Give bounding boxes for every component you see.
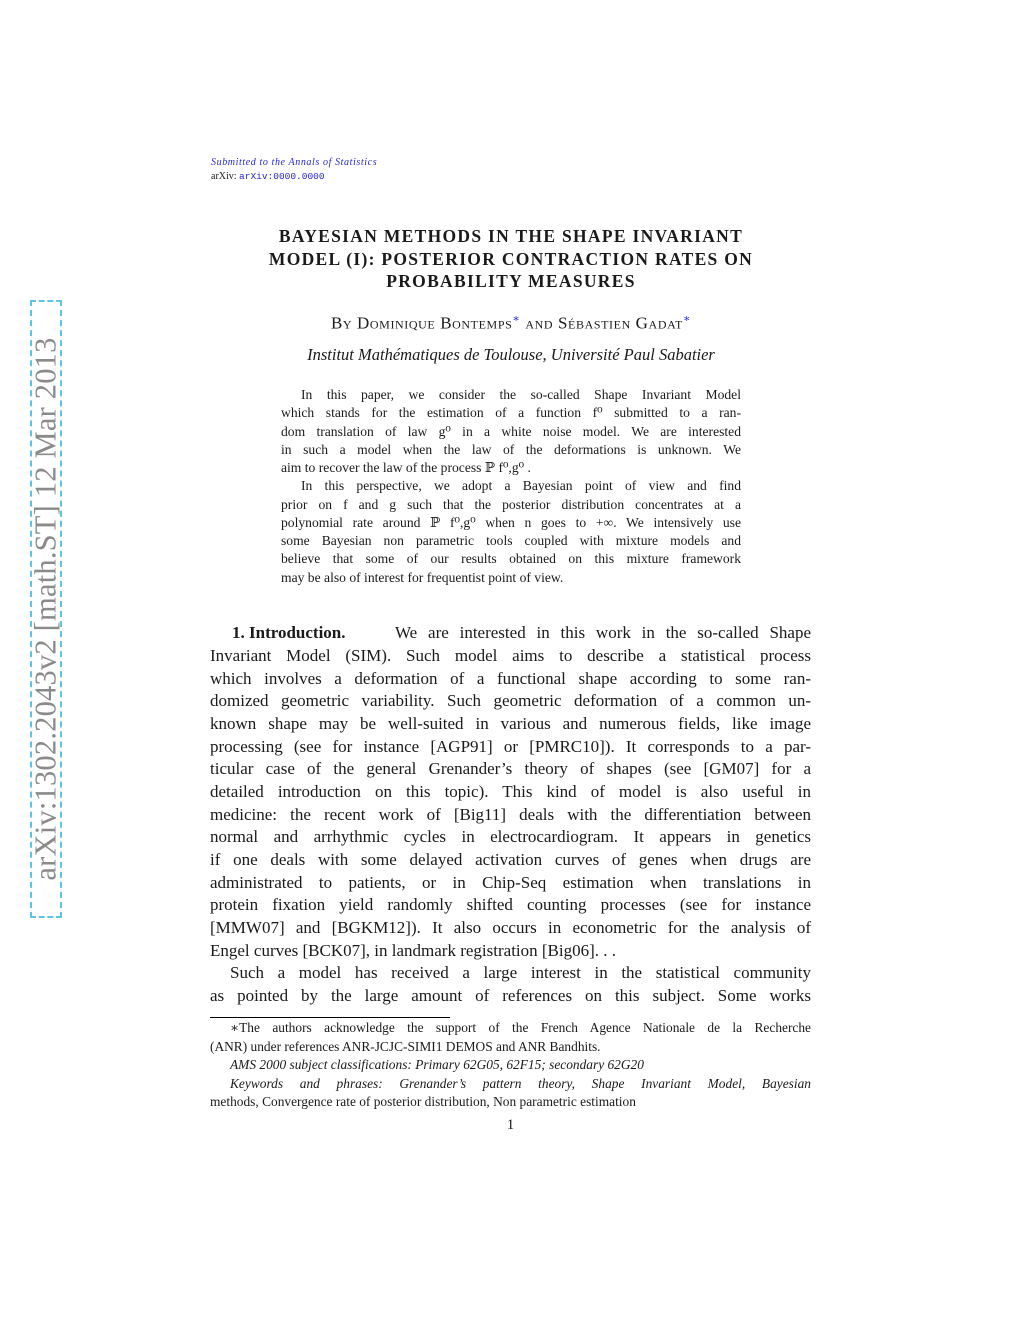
footnote-mark-1[interactable]: ∗ [512, 313, 521, 325]
arxiv-stamp-text: arXiv:1302.2043v2 [math.ST] 12 Mar 2013 [28, 337, 63, 881]
and-word: and [525, 313, 554, 333]
journal-line[interactable]: Submitted to the Annals of Statistics [211, 157, 378, 168]
body-line: if one deals with some delayed activation curves of genes when drugs are [210, 850, 811, 869]
body-line: We are interested in this work in the so-called Shape [395, 623, 811, 642]
body-line: medicine: the recent work of [Big11] deals with the differentiation between [210, 805, 811, 824]
abstract-line: prior on f and g such that the posterior distribution concentrates at a [281, 497, 741, 512]
by-word: By [330, 313, 353, 333]
footnote-line: ∗The authors acknowledge the support of the French Agence Nationale de la Recherche [230, 1020, 811, 1035]
arxiv-id-line [211, 171, 325, 182]
title-line: BAYESIAN METHODS IN THE SHAPE INVARIANT [278, 226, 744, 246]
body-line: which involves a deformation of a functional shape according to some ran- [210, 669, 811, 688]
abstract-line: aim to recover the law of the process ℙ f⁰,g⁰ . [281, 460, 531, 475]
body-line: Such a model has received a large interest in the statistical community [230, 963, 811, 982]
footnote-rule [210, 1017, 450, 1018]
authors-line [210, 312, 812, 334]
title-line: PROBABILITY MEASURES [386, 271, 636, 291]
body-line: normal and arrhythmic cycles in electrocardiogram. It appears in genetics [210, 827, 811, 846]
paper-title [210, 225, 812, 293]
section-heading: 1. Introduction. [232, 623, 346, 642]
arxiv-prefix: arXiv: [211, 171, 237, 182]
footnote-line: (ANR) under references ANR-JCJC-SIMI1 DEMOS and ANR Bandhits. [210, 1039, 601, 1054]
abstract-line: dom translation of law g⁰ in a white noise model. We are interested [281, 424, 741, 439]
abstract-line: some Bayesian non parametric tools coupled with mixture models and [281, 533, 741, 548]
abstract-line: In this paper, we consider the so-called Shape Invariant Model [301, 387, 741, 402]
body-line: detailed introduction on this topic). This kind of model is also useful in [210, 782, 811, 801]
abstract-line: in such a model when the law of the deformations is unknown. We [281, 442, 741, 457]
body-line: domized geometric variability. Such geometric deformation of a common un- [210, 691, 811, 710]
body-line: Invariant Model (SIM). Such model aims to describe a statistical process [210, 646, 811, 665]
footnote-line: methods, Convergence rate of posterior distribution, Non parametric estimation [210, 1094, 636, 1109]
author-2: Sébastien Gadat [557, 313, 683, 333]
page-number: 1 [506, 1117, 515, 1133]
abstract-line: which stands for the estimation of a function f⁰ submitted to a ran- [281, 405, 741, 420]
body-line: ticular case of the general Grenander’s theory of shapes (see [GM07] for a [210, 759, 811, 778]
affiliation: Institut Mathématiques de Toulouse, Université Paul Sabatier [307, 345, 715, 364]
body-line: [MMW07] and [BGKM12]). It also occurs in econometric for the analysis of [210, 918, 811, 937]
abstract-line: In this perspective, we adopt a Bayesian point of view and find [301, 478, 741, 493]
body-line: administrated to patients, or in Chip-Seq estimation when translations in [210, 873, 811, 892]
body-line: protein fixation yield randomly shifted counting processes (see for instance [210, 895, 811, 914]
footnote-line: Keywords and phrases: Grenander’s pattern theory, Shape Invariant Model, Bayesian [230, 1076, 811, 1091]
body-line: processing (see for instance [AGP91] or [PMRC10]). It corresponds to a par- [210, 737, 811, 756]
abstract-line: polynomial rate around ℙ f⁰,g⁰ when n goes to +∞. We intensively use [281, 515, 741, 530]
body-line: Engel curves [BCK07], in landmark registration [Big06]. . . [210, 941, 617, 960]
title-line: MODEL (I): POSTERIOR CONTRACTION RATES ON [268, 248, 754, 269]
footnote-line: AMS 2000 subject classifications: Primary 62G05, 62F15; secondary 62G20 [230, 1057, 644, 1072]
footnote-mark-2[interactable]: ∗ [682, 313, 692, 325]
body-line: known shape may be well-suited in various and numerous fields, like image [210, 714, 811, 733]
body-line: as pointed by the large amount of references on this subject. Some works [210, 986, 811, 1005]
abstract-line: believe that some of our results obtained on this mixture framework [281, 551, 741, 566]
abstract-line: may be also of interest for frequentist point of view. [281, 570, 564, 585]
arxiv-id-link[interactable]: arXiv:0000.0000 [239, 171, 325, 182]
author-1: Dominique Bontemps [357, 313, 513, 333]
